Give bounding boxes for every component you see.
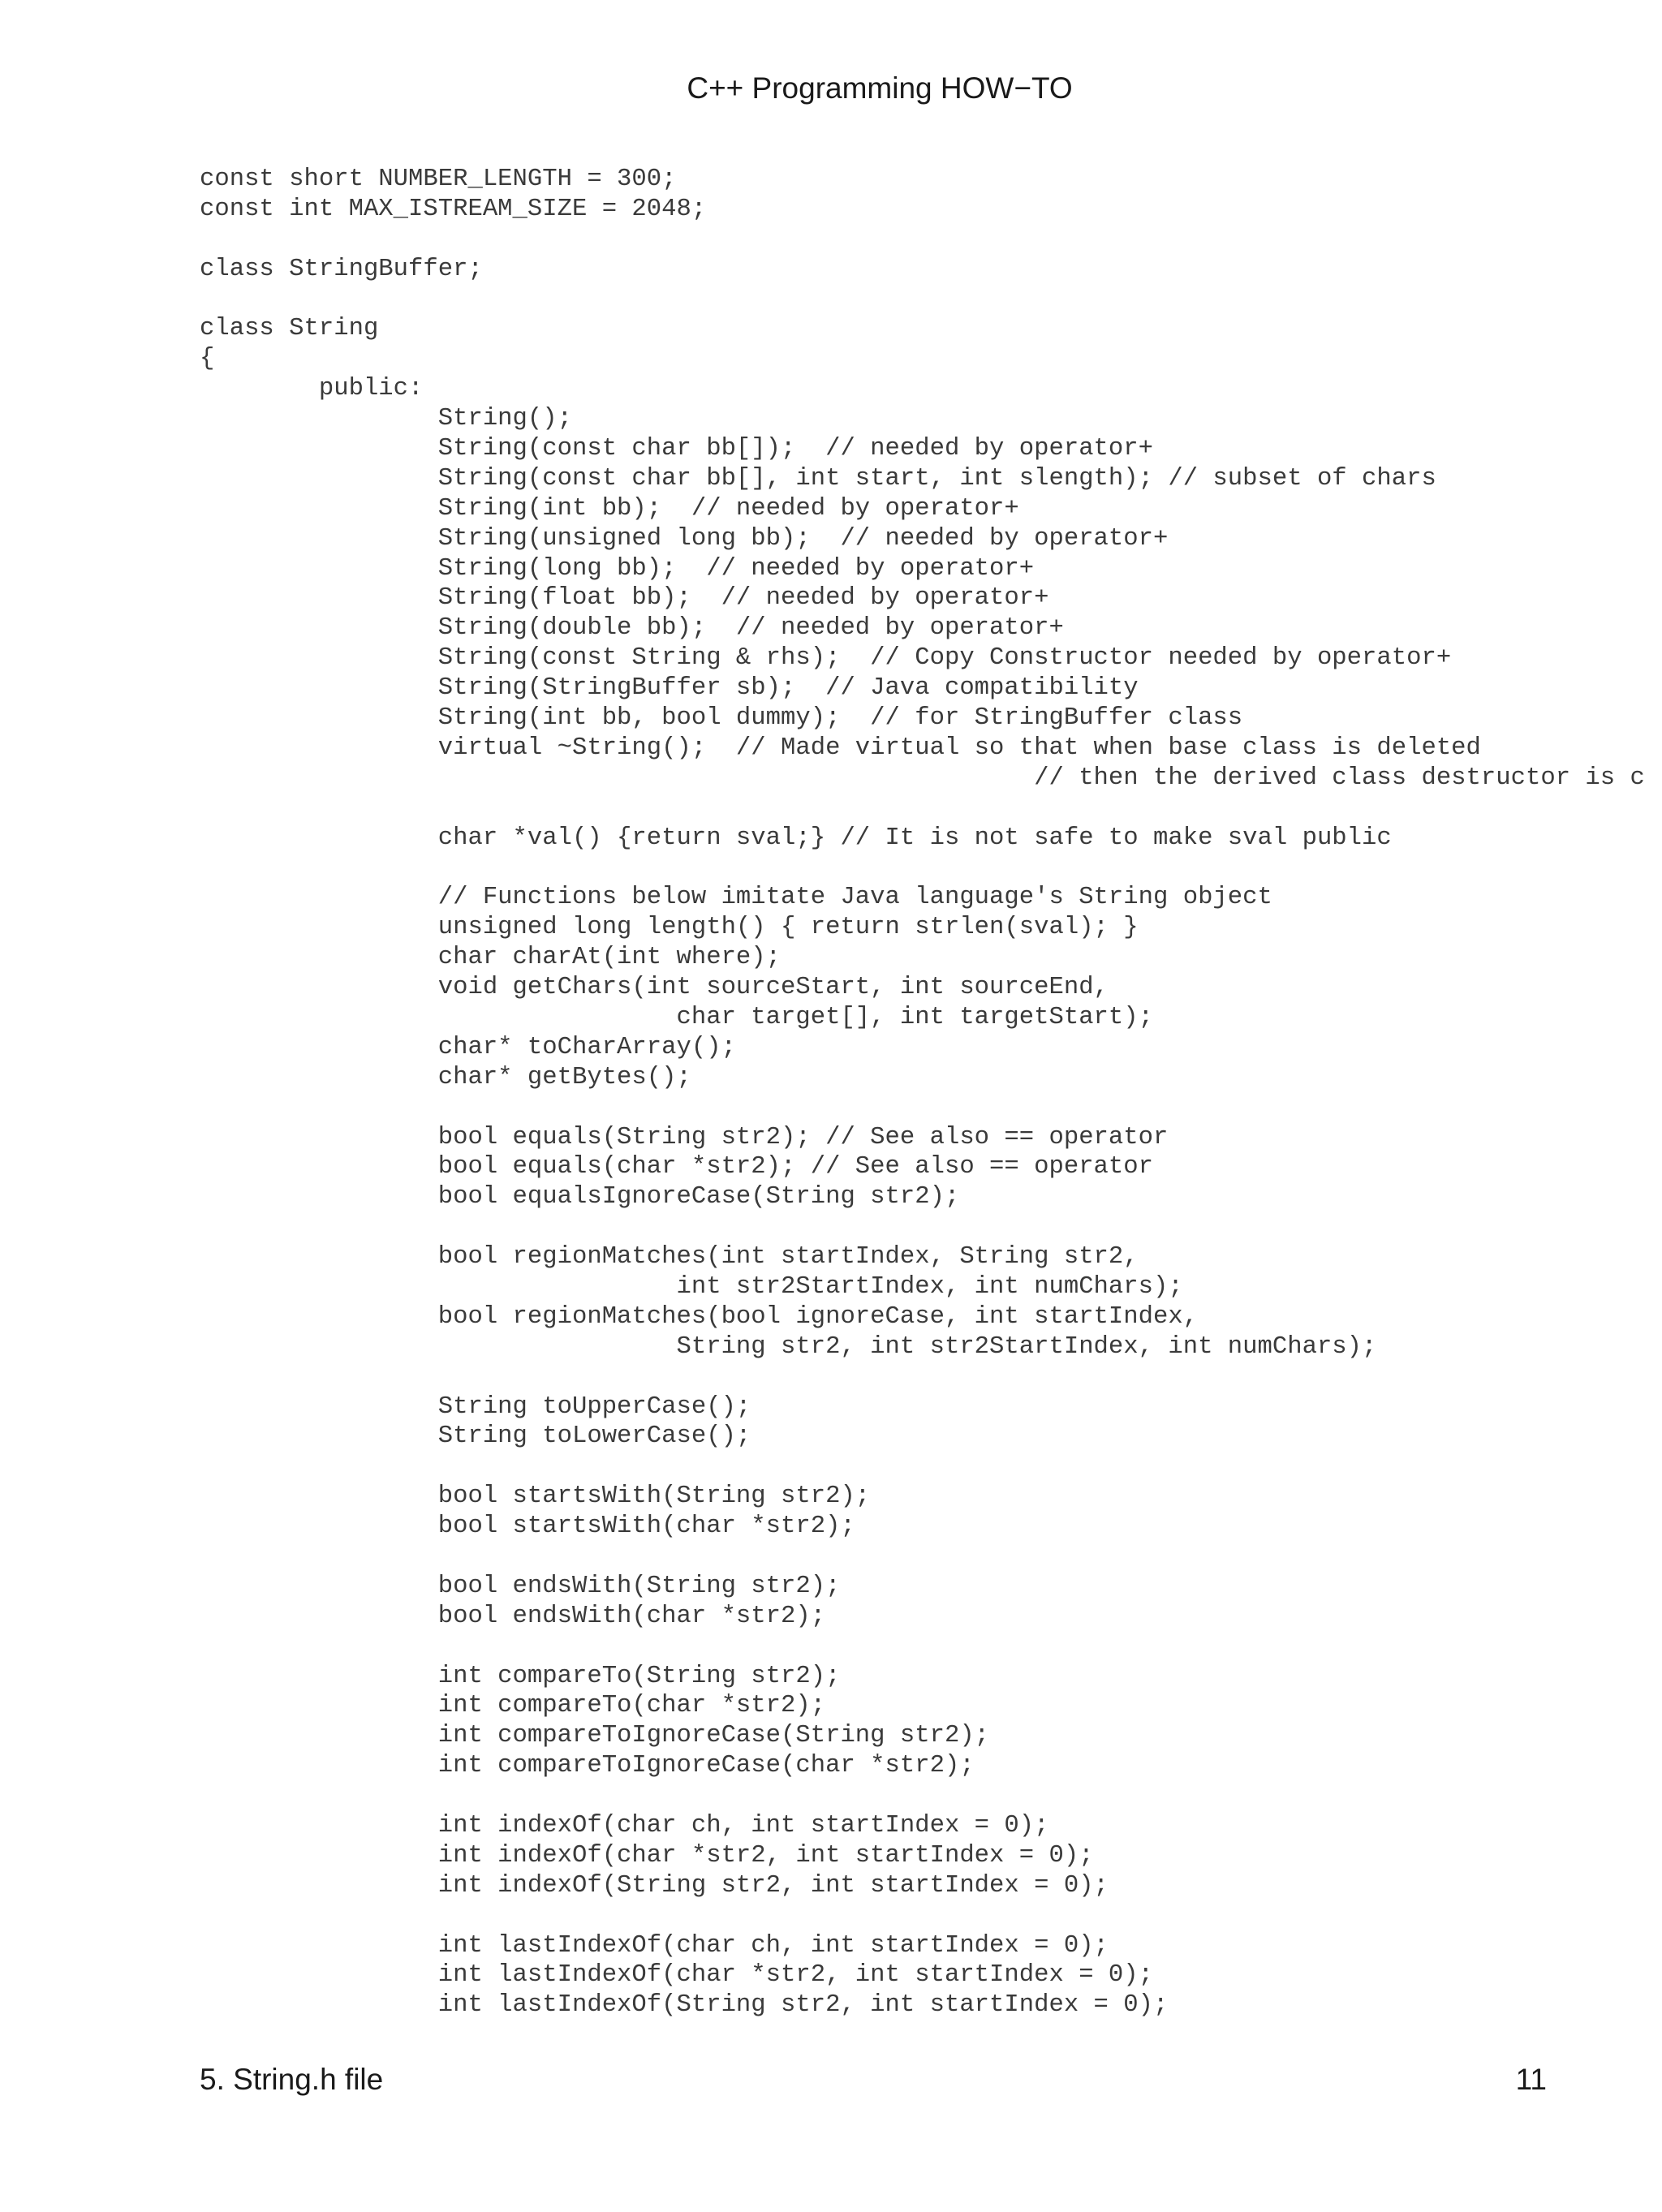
code-line [200, 1781, 1662, 1811]
code-line: int compareTo(char *str2); [200, 1692, 826, 1720]
code-line: int indexOf(String str2, int startIndex = 0); [200, 1871, 1109, 1900]
code-line [200, 225, 1662, 255]
code-line: String str2, int str2StartIndex, int numChars); [200, 1332, 1377, 1361]
code-line: bool endsWith(String str2); [200, 1572, 841, 1600]
code-line: String(StringBuffer sb); // Java compatibility [200, 674, 1139, 703]
code-line: String(long bb); // needed by operator+ [200, 554, 1035, 583]
code-line [200, 794, 1662, 824]
code-line: void getChars(int sourceStart, int sourceEnd, [200, 974, 1109, 1002]
code-line: bool startsWith(String str2); [200, 1483, 871, 1511]
code-line: bool equalsIgnoreCase(String str2); [200, 1183, 960, 1211]
code-line: String(int bb, bool dummy); // for StringBuffer class [200, 704, 1243, 733]
code-line: const short NUMBER_LENGTH = 300; [200, 166, 677, 193]
code-line: class String [200, 315, 379, 343]
code-line: { [200, 345, 215, 373]
code-line [200, 853, 1662, 883]
code-line: bool regionMatches(bool ignoreCase, int startIndex, [200, 1302, 1199, 1331]
code-line: virtual ~String(); // Made virtual so that when base class is deleted [200, 734, 1481, 762]
code-line: int lastIndexOf(char ch, int startIndex = 0); [200, 1931, 1109, 1960]
code-line: int lastIndexOf(String str2, int startIndex = 0); [200, 1991, 1169, 2020]
code-line [200, 1632, 1662, 1662]
code-line: String(const char bb[]); // needed by operator+ [200, 435, 1153, 463]
code-line: String(int bb); // needed by operator+ [200, 494, 1019, 523]
code-line [200, 1452, 1662, 1482]
code-line: int indexOf(char ch, int startIndex = 0); [200, 1811, 1049, 1840]
code-line: char target[], int targetStart); [200, 1003, 1153, 1031]
code-line: bool startsWith(char *str2); [200, 1513, 855, 1541]
code-line: class StringBuffer; [200, 255, 483, 283]
code-line: String toUpperCase(); [200, 1392, 751, 1421]
code-line [200, 1212, 1662, 1242]
code-line: const int MAX_ISTREAM_SIZE = 2048; [200, 195, 707, 223]
code-line [200, 285, 1662, 315]
code-line: int str2StartIndex, int numChars); [200, 1272, 1183, 1301]
code-line: int compareTo(String str2); [200, 1662, 841, 1690]
code-line: String(float bb); // needed by operator+ [200, 584, 1049, 613]
code-line [200, 1901, 1662, 1931]
code-line: char* toCharArray(); [200, 1033, 736, 1061]
footer-page-number: 11 [1515, 2063, 1547, 2096]
code-line: String(const char bb[], int start, int slength); // subset of chars [200, 464, 1436, 493]
page-header-title: C++ Programming HOW−TO [687, 71, 1073, 105]
code-line: bool regionMatches(int startIndex, String str2, [200, 1243, 1139, 1272]
code-line: String(); [200, 405, 572, 433]
code-line: char charAt(int where); [200, 944, 781, 972]
code-line: bool equals(char *str2); // See also == operator [200, 1153, 1153, 1181]
code-line [200, 1542, 1662, 1572]
code-line: int lastIndexOf(char *str2, int startIndex = 0); [200, 1961, 1153, 1990]
code-line: bool endsWith(char *str2); [200, 1602, 826, 1630]
code-line [200, 1362, 1662, 1392]
code-line: char *val() {return sval;} // It is not safe to make sval public [200, 824, 1392, 852]
code-line: String toLowerCase(); [200, 1422, 751, 1451]
code-line [200, 1093, 1662, 1123]
code-line: // Functions below imitate Java language's String object [200, 884, 1272, 912]
code-listing [200, 165, 1662, 2020]
code-line: public: [200, 375, 424, 403]
code-line: // then the derived class destructor is c [200, 764, 1645, 792]
code-line: String(unsigned long bb); // needed by operator+ [200, 524, 1169, 553]
code-line: String(const String & rhs); // Copy Constructor needed by operator+ [200, 644, 1452, 673]
code-line: int compareToIgnoreCase(String str2); [200, 1722, 990, 1750]
code-line: bool equals(String str2); // See also == operator [200, 1123, 1169, 1151]
footer-section-title: 5. String.h file [200, 2063, 384, 2096]
code-line: unsigned long length() { return strlen(sval); } [200, 914, 1139, 942]
code-line: int compareToIgnoreCase(char *str2); [200, 1752, 975, 1780]
code-line: int indexOf(char *str2, int startIndex = 0); [200, 1841, 1094, 1870]
code-line: char* getBytes(); [200, 1063, 691, 1091]
code-line: String(double bb); // needed by operator+ [200, 614, 1064, 643]
